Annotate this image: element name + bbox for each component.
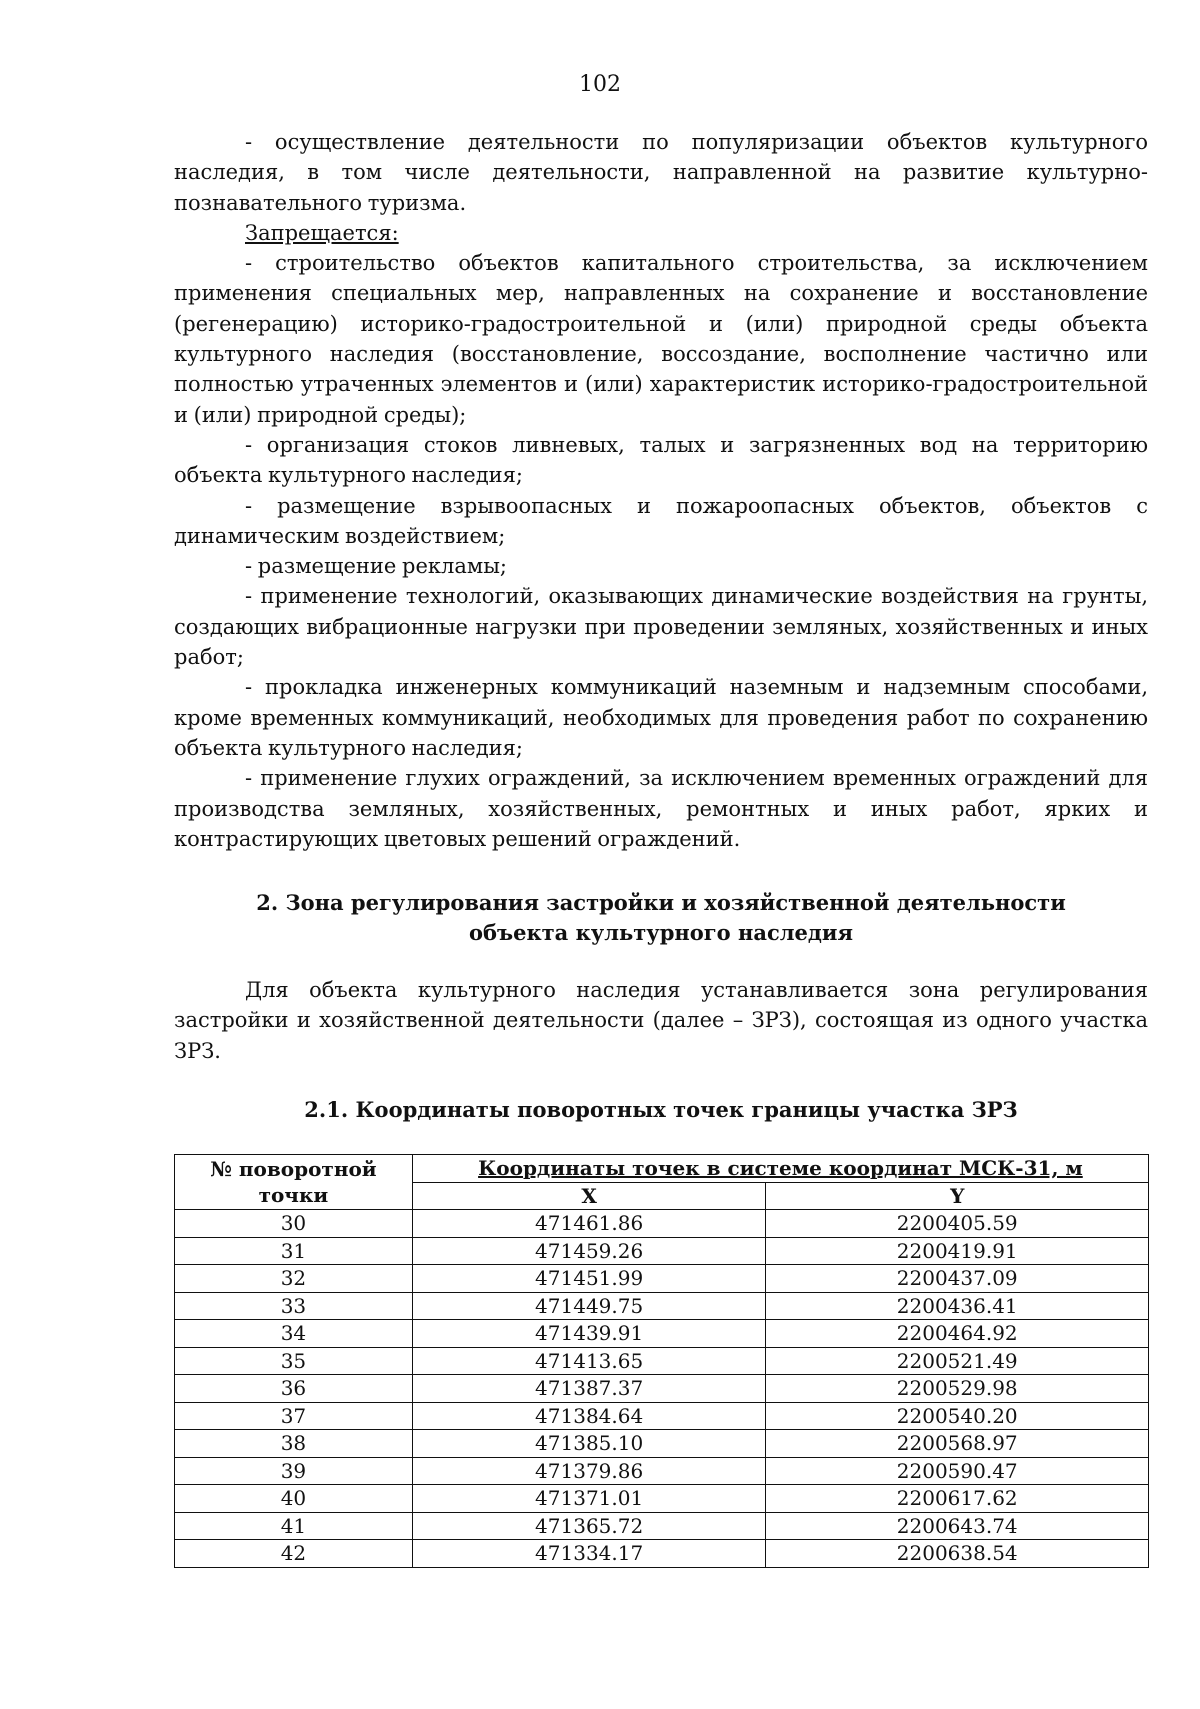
subsection-title: 2.1. Координаты поворотных точек границы участка ЗРЗ	[304, 1097, 1018, 1122]
prohibited-item: - размещение рекламы;	[245, 554, 507, 579]
zone-paragraph: Для объекта культурного наследия устанавливается зона регулирования застройки и хозяйственной деятельности (далее – ЗРЗ), состоящая из одного участка ЗРЗ.	[174, 978, 1148, 1063]
point-number-cell: 39	[175, 1457, 413, 1485]
table-row	[175, 1237, 1149, 1265]
y-coordinate-cell: 2200540.20	[766, 1402, 1149, 1430]
point-number-cell: 40	[175, 1485, 413, 1513]
point-number-cell: 34	[175, 1320, 413, 1348]
x-coordinate-cell: 471384.64	[412, 1402, 766, 1430]
point-number-cell: 38	[175, 1430, 413, 1458]
table-row	[175, 1402, 1149, 1430]
y-coordinate-cell: 2200638.54	[766, 1540, 1149, 1568]
section-title-line2: объекта культурного наследия	[469, 920, 853, 945]
point-number-cell: 31	[175, 1237, 413, 1265]
y-coordinate-cell: 2200521.49	[766, 1347, 1149, 1375]
x-coordinate-cell: 471459.26	[412, 1237, 766, 1265]
table-row	[175, 1512, 1149, 1540]
x-coordinate-cell: 471371.01	[412, 1485, 766, 1513]
x-coordinate-cell: 471379.86	[412, 1457, 766, 1485]
x-coordinate-cell: 471439.91	[412, 1320, 766, 1348]
table-row	[175, 1430, 1149, 1458]
point-number-cell: 42	[175, 1540, 413, 1568]
y-coordinate-cell: 2200437.09	[766, 1265, 1149, 1293]
header-coordinates	[412, 1155, 1148, 1183]
y-coordinate-cell: 2200436.41	[766, 1292, 1149, 1320]
point-number-cell: 32	[175, 1265, 413, 1293]
prohibited-item: - строительство объектов капитального строительства, за исключением применения специальных мер, направленных на сохранение и восстановление (регенерацию) историко-градостроительной и (или) природной среды объекта культурного наследия (восстановление, воссоздание, восполнение частично или полностью утраченных элементов и (или) характеристик историко-градостроительной и (или) природной среды);	[174, 251, 1148, 427]
page-number: 102	[579, 72, 621, 97]
prohibited-label: Запрещается:	[245, 220, 399, 245]
table-row	[175, 1347, 1149, 1375]
table-row	[175, 1375, 1149, 1403]
y-coordinate-cell: 2200529.98	[766, 1375, 1149, 1403]
table-row	[175, 1540, 1149, 1568]
coordinates-table	[174, 1154, 1149, 1568]
y-coordinate-cell: 2200617.62	[766, 1485, 1149, 1513]
x-coordinate-cell: 471387.37	[412, 1375, 766, 1403]
point-number-cell: 33	[175, 1292, 413, 1320]
header-x: X	[412, 1182, 766, 1210]
y-coordinate-cell: 2200405.59	[766, 1210, 1149, 1238]
x-coordinate-cell: 471449.75	[412, 1292, 766, 1320]
body-text	[174, 127, 1148, 854]
x-coordinate-cell: 471451.99	[412, 1265, 766, 1293]
point-number-cell: 35	[175, 1347, 413, 1375]
prohibited-item: - прокладка инженерных коммуникаций наземным и надземным способами, кроме временных коммуникаций, необходимых для проведения работ по сохранению объекта культурного наследия;	[174, 675, 1148, 760]
table-row	[175, 1485, 1149, 1513]
paragraph-popularization: - осуществление деятельности по популяризации объектов культурного наследия, в том числе деятельности, направленной на развитие культурно-познавательного туризма.	[174, 130, 1148, 215]
table-body	[175, 1210, 1149, 1568]
y-coordinate-cell: 2200590.47	[766, 1457, 1149, 1485]
y-coordinate-cell: 2200419.91	[766, 1237, 1149, 1265]
table-row	[175, 1457, 1149, 1485]
y-coordinate-cell: 2200568.97	[766, 1430, 1149, 1458]
point-number-cell: 30	[175, 1210, 413, 1238]
x-coordinate-cell: 471385.10	[412, 1430, 766, 1458]
y-coordinate-cell: 2200464.92	[766, 1320, 1149, 1348]
x-coordinate-cell: 471365.72	[412, 1512, 766, 1540]
point-number-cell: 36	[175, 1375, 413, 1403]
x-coordinate-cell: 471334.17	[412, 1540, 766, 1568]
y-coordinate-cell: 2200643.74	[766, 1512, 1149, 1540]
point-number-cell: 41	[175, 1512, 413, 1540]
prohibited-item: - организация стоков ливневых, талых и загрязненных вод на территорию объекта культурного наследия;	[174, 432, 1148, 488]
section-title-line1: 2. Зона регулирования застройки и хозяйственной деятельности	[256, 890, 1066, 915]
prohibited-item: - применение глухих ограждений, за исключением временных ограждений для производства земляных, хозяйственных, ремонтных и иных работ, ярких и контрастирующих цветовых решений ограждений.	[174, 766, 1148, 851]
prohibited-item: - применение технологий, оказывающих динамические воздействия на грунты, создающих вибрационные нагрузки при проведении земляных, хозяйственных и иных работ;	[174, 584, 1148, 670]
table-row	[175, 1292, 1149, 1320]
prohibited-item: - размещение взрывоопасных и пожароопасных объектов, объектов с динамическим воздействием;	[174, 493, 1148, 548]
x-coordinate-cell: 471413.65	[412, 1347, 766, 1375]
table-row	[175, 1320, 1149, 1348]
x-coordinate-cell: 471461.86	[412, 1210, 766, 1238]
header-coordinates-label: Координаты точек в системе координат МСК-31, м	[478, 1156, 1083, 1181]
table-row	[175, 1210, 1149, 1238]
table-row	[175, 1265, 1149, 1293]
header-point-number: № поворотной точки	[175, 1155, 413, 1210]
point-number-cell: 37	[175, 1402, 413, 1430]
zone-description	[174, 975, 1148, 1066]
table-header-row	[175, 1155, 1149, 1183]
header-y: Y	[766, 1182, 1149, 1210]
section-title	[174, 888, 1148, 948]
